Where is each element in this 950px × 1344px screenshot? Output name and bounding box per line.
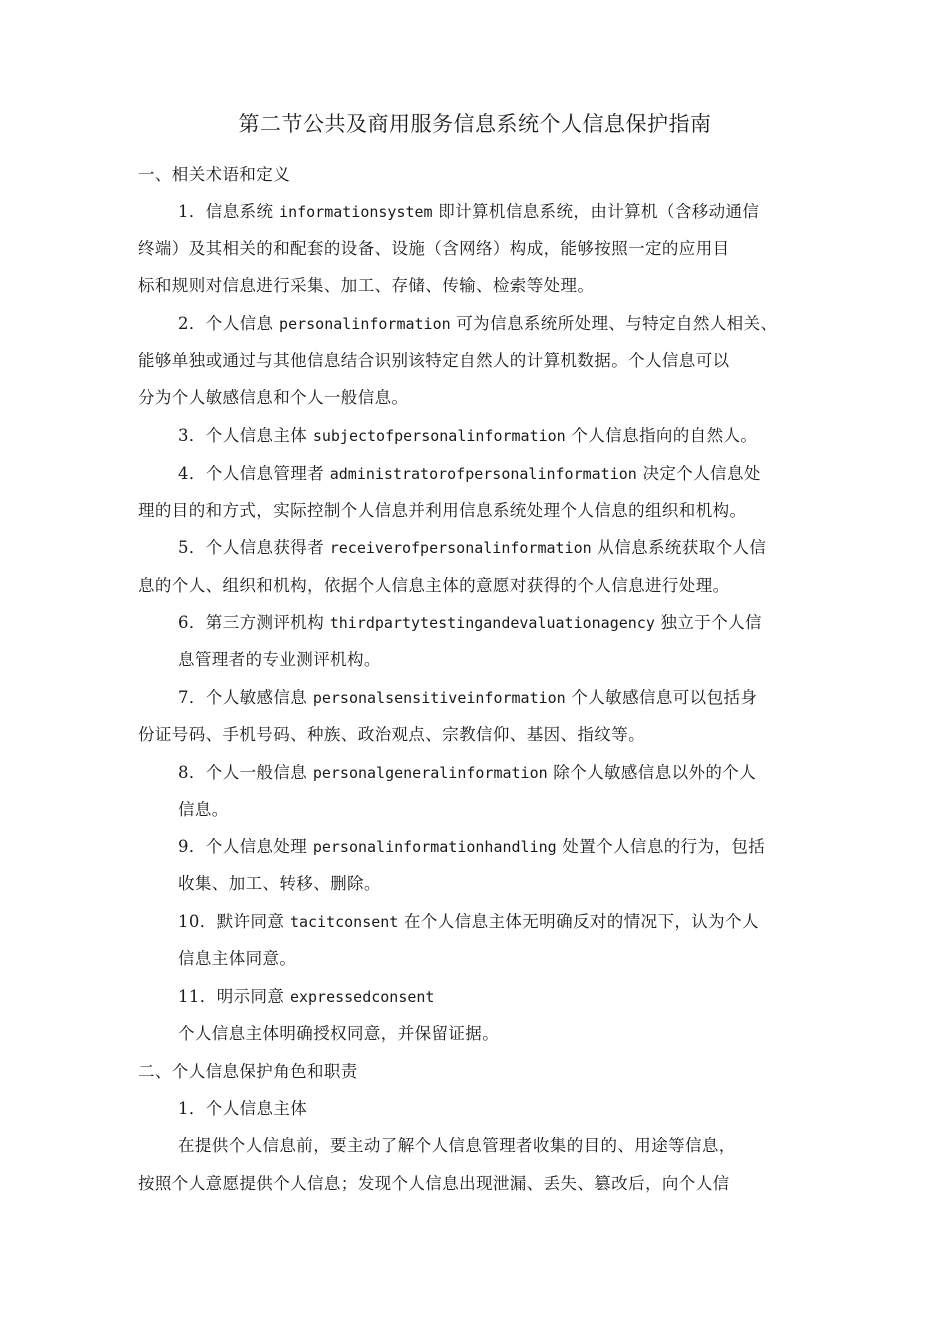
text-line (178, 1096, 307, 1122)
text-segment: 10．默许同意 (178, 912, 290, 931)
text-segment: 1．信息系统 (178, 202, 280, 221)
english-term: thirdpartytestingandevaluationagency (329, 614, 655, 632)
text-segment: 11．明示同意 (178, 987, 290, 1006)
text-segment: 在个人信息主体无明确反对的情况下，认为个人 (398, 912, 759, 931)
text-segment: 1．个人信息主体 (178, 1099, 308, 1118)
text-line (178, 461, 761, 487)
document-title: 第二节公共及商用服务信息系统个人信息保护指南 (238, 112, 712, 136)
text-line (138, 1171, 730, 1197)
text-segment: 按照个人意愿提供个人信息；发现个人信息出现泄漏、丢失、篡改后，向个人信 (138, 1174, 730, 1193)
english-term: tacitconsent (289, 913, 399, 931)
text-line (178, 685, 757, 711)
text-segment: 分为个人敏感信息和个人一般信息。 (138, 388, 409, 407)
text-line (138, 348, 730, 374)
text-segment: 理的目的和方式，实际控制个人信息并利用信息系统处理个人信息的组织和机构。 (138, 501, 747, 520)
english-term: receiverofpersonalinformation (329, 539, 592, 557)
text-segment: 可为信息系统所处理、与特定自然人相关、 (450, 314, 778, 333)
text-segment: 除个人敏感信息以外的个人 (547, 763, 757, 782)
text-segment: 一、相关术语和定义 (138, 165, 291, 184)
text-segment: 个人信息主体明确授权同意，并保留证据。 (178, 1024, 500, 1043)
text-segment: 份证号码、手机号码、种族、政治观点、宗教信仰、基因、指纹等。 (138, 725, 645, 744)
text-line (138, 1059, 358, 1085)
english-term: administratorofpersonalinformation (329, 465, 637, 483)
text-segment: 8．个人一般信息 (178, 763, 313, 782)
text-line (178, 423, 757, 449)
text-segment: 从信息系统获取个人信 (591, 538, 767, 557)
text-segment: 个人信息指向的自然人。 (565, 426, 758, 445)
text-line (178, 871, 381, 897)
text-segment: 独立于个人信 (654, 613, 762, 632)
english-term: personalsensitiveinformation (312, 689, 566, 707)
text-segment: 个人敏感信息可以包括身 (565, 688, 758, 707)
text-segment: 2．个人信息 (178, 314, 280, 333)
text-segment: 在提供个人信息前，要主动了解个人信息管理者收集的目的、用途等信息， (178, 1136, 736, 1155)
english-term: personalgeneralinformation (312, 764, 548, 782)
text-line (138, 236, 730, 262)
text-line (138, 385, 408, 411)
text-line (138, 162, 290, 188)
text-line (178, 610, 762, 636)
text-segment: 6．第三方测评机构 (178, 613, 330, 632)
text-line (138, 573, 730, 599)
text-segment: 9．个人信息处理 (178, 837, 313, 856)
text-segment: 决定个人信息处 (636, 464, 761, 483)
text-segment: 息管理者的专业测评机构。 (178, 650, 381, 669)
text-segment: 标和规则对信息进行采集、加工、存储、传输、检索等处理。 (138, 276, 595, 295)
text-line (178, 1021, 499, 1047)
text-line (178, 909, 759, 935)
text-line (178, 1133, 736, 1159)
text-line (138, 722, 645, 748)
text-segment: 5．个人信息获得者 (178, 538, 330, 557)
text-segment: 二、个人信息保护角色和职责 (138, 1062, 358, 1081)
english-term: personalinformation (279, 315, 451, 333)
text-segment: 处置个人信息的行为，包括 (556, 837, 766, 856)
english-term: personalinformationhandling (312, 838, 557, 856)
text-segment: 能够单独或通过与其他信息结合识别该特定自然人的计算机数据。个人信息可以 (138, 351, 730, 370)
text-line (178, 797, 229, 823)
text-line (178, 647, 381, 673)
text-line (178, 535, 766, 561)
text-segment: 7．个人敏感信息 (178, 688, 313, 707)
text-segment: 息的个人、组织和机构，依据个人信息主体的意愿对获得的个人信息进行处理。 (138, 576, 730, 595)
english-term: informationsystem (279, 203, 433, 221)
english-term: subjectofpersonalinformation (312, 427, 566, 445)
english-term: expressedconsent (289, 988, 435, 1006)
text-line (138, 498, 746, 524)
text-line (178, 311, 777, 337)
text-segment: 终端）及其相关的和配套的设备、设施（含网络）构成，能够按照一定的应用目 (138, 239, 730, 258)
text-segment: 3．个人信息主体 (178, 426, 313, 445)
text-line (178, 834, 765, 860)
text-line (138, 273, 594, 299)
text-line (178, 984, 434, 1010)
text-segment: 即计算机信息系统，由计算机（含移动通信 (432, 202, 760, 221)
text-segment: 4．个人信息管理者 (178, 464, 330, 483)
text-segment: 信息。 (178, 800, 229, 819)
text-segment: 信息主体同意。 (178, 949, 297, 968)
text-line (178, 760, 756, 786)
text-line (178, 946, 296, 972)
text-line (178, 199, 759, 225)
text-segment: 收集、加工、转移、删除。 (178, 874, 381, 893)
